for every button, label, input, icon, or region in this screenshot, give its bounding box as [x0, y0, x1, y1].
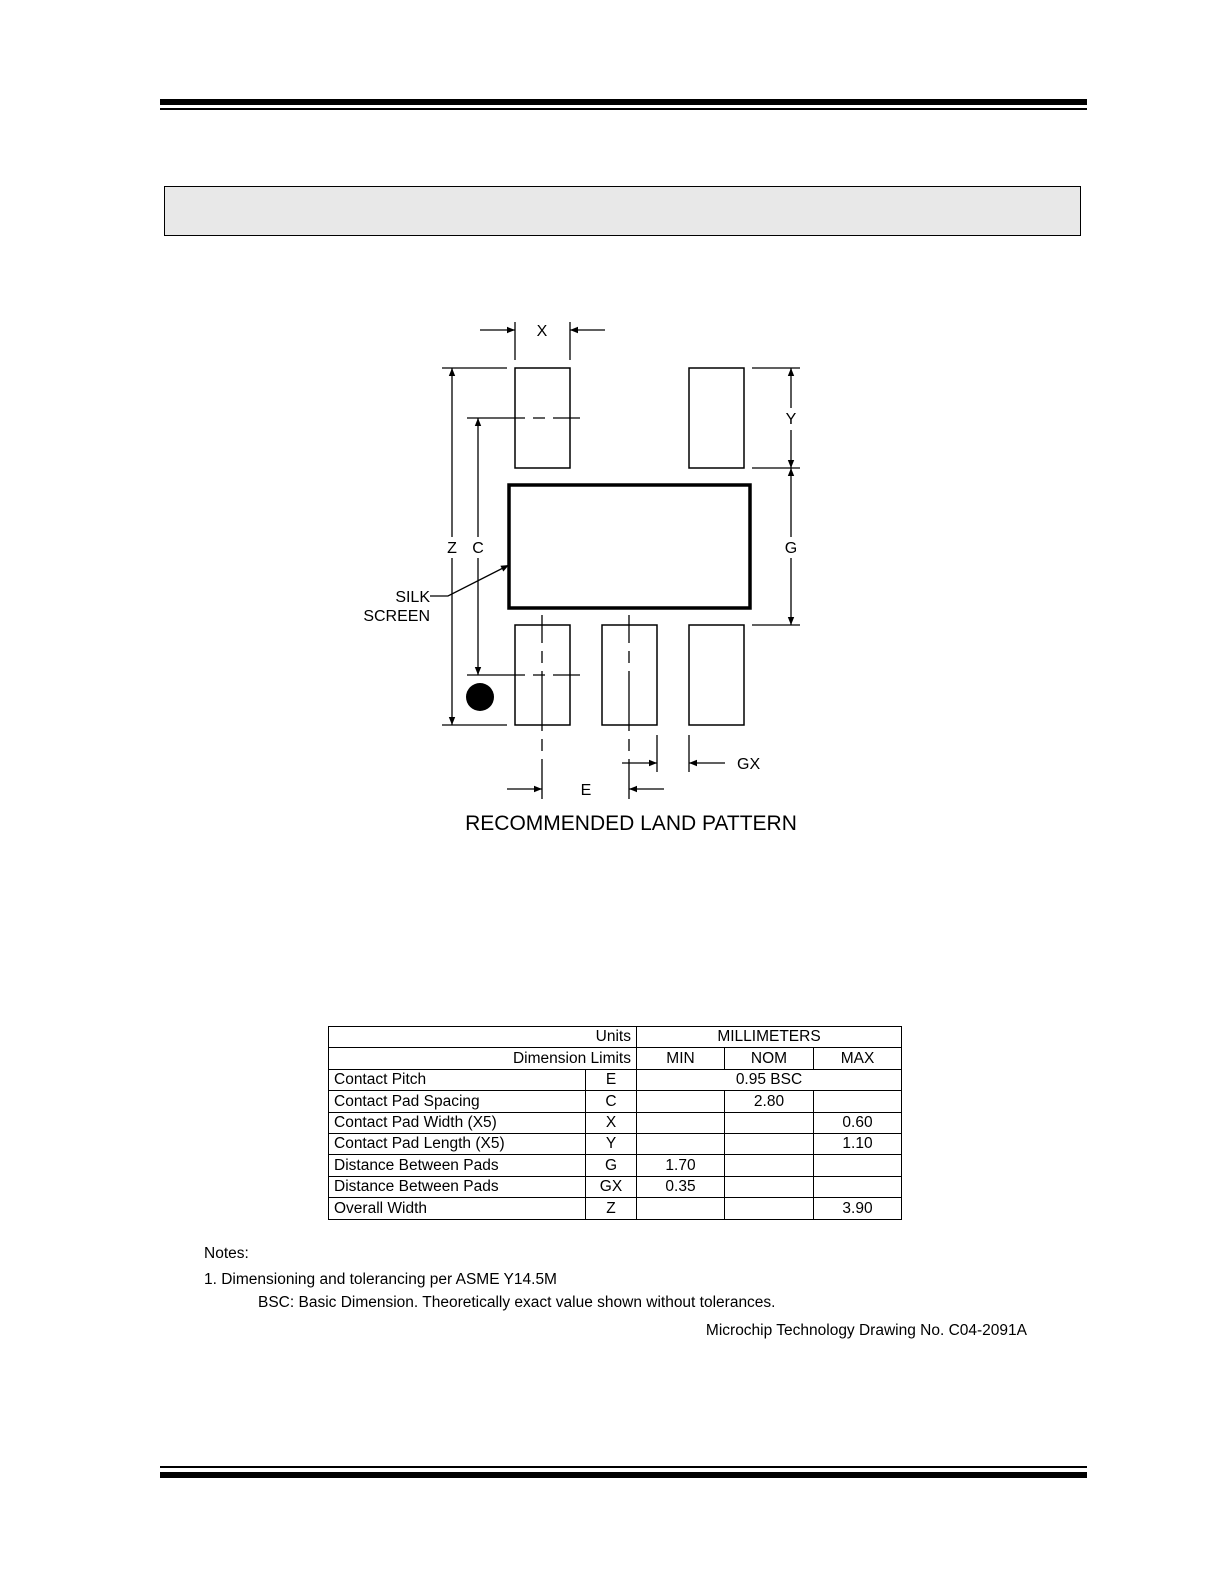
row-symbol: Y [586, 1133, 637, 1154]
col-min-header: MIN [637, 1048, 725, 1069]
limits-label: Dimension Limits [329, 1048, 637, 1069]
row-symbol: X [586, 1112, 637, 1133]
row-name: Contact Pitch [329, 1069, 586, 1090]
dim-label-x: X [536, 323, 548, 340]
row-nom [725, 1198, 814, 1219]
pad-bottom-right [689, 625, 744, 725]
row-symbol: C [586, 1091, 637, 1112]
footer-rule-thin [160, 1466, 1087, 1468]
row-max [814, 1176, 902, 1197]
row-min [637, 1091, 725, 1112]
row-symbol: Z [586, 1198, 637, 1219]
row-max: 0.60 [814, 1112, 902, 1133]
table-row [329, 1133, 902, 1154]
row-name: Contact Pad Width (X5) [329, 1112, 586, 1133]
dim-label-gx: GX [737, 756, 761, 773]
row-nom [725, 1112, 814, 1133]
row-name: Contact Pad Spacing [329, 1091, 586, 1112]
col-nom-header: NOM [725, 1048, 814, 1069]
row-max [814, 1155, 902, 1176]
dim-label-z: Z [447, 540, 457, 557]
dimensions-table [328, 1026, 902, 1220]
row-nom [725, 1176, 814, 1197]
note-1: 1. Dimensioning and tolerancing per ASME Y14.5M [204, 1271, 557, 1288]
row-max: 3.90 [814, 1198, 902, 1219]
pad-top-right [689, 368, 744, 468]
dim-label-g: G [784, 540, 798, 557]
row-symbol: G [586, 1155, 637, 1176]
units-label: Units [329, 1027, 637, 1048]
row-max [814, 1091, 902, 1112]
row-symbol: GX [586, 1176, 637, 1197]
pin1-marker-icon [466, 683, 494, 711]
drawing-caption: RECOMMENDED LAND PATTERN [465, 812, 797, 835]
row-max: 1.10 [814, 1133, 902, 1154]
row-name: Contact Pad Length (X5) [329, 1133, 586, 1154]
row-nom [725, 1133, 814, 1154]
dim-label-c: C [472, 540, 484, 557]
table-row [329, 1091, 902, 1112]
row-min [637, 1112, 725, 1133]
dim-label-e: E [580, 782, 592, 799]
silk-label-line2: SCREEN [363, 608, 430, 625]
table-header-row [329, 1048, 902, 1069]
table-header-row [329, 1027, 902, 1048]
row-nom [725, 1155, 814, 1176]
row-min [637, 1133, 725, 1154]
row-min: 1.70 [637, 1155, 725, 1176]
row-name: Distance Between Pads [329, 1155, 586, 1176]
note-1-sub: BSC: Basic Dimension. Theoretically exact value shown without tolerances. [258, 1294, 776, 1311]
dim-label-y: Y [785, 411, 797, 428]
table-row [329, 1155, 902, 1176]
row-name: Distance Between Pads [329, 1176, 586, 1197]
table-row [329, 1112, 902, 1133]
silk-label-line1: SILK [395, 589, 430, 606]
row-min [637, 1198, 725, 1219]
row-nom: 2.80 [725, 1091, 814, 1112]
row-name: Overall Width [329, 1198, 586, 1219]
row-nom: 0.95 BSC [637, 1069, 902, 1090]
units-value: MILLIMETERS [637, 1027, 902, 1048]
silk-screen-outline [509, 485, 750, 608]
row-symbol: E [586, 1069, 637, 1090]
drawing-number: Microchip Technology Drawing No. C04-2091A [705, 1322, 1027, 1339]
table-row [329, 1069, 902, 1090]
notes-heading: Notes: [204, 1245, 249, 1262]
table-row [329, 1176, 902, 1197]
footer-rule-thick [160, 1472, 1087, 1478]
col-max-header: MAX [814, 1048, 902, 1069]
table-row [329, 1198, 902, 1219]
row-min: 0.35 [637, 1176, 725, 1197]
